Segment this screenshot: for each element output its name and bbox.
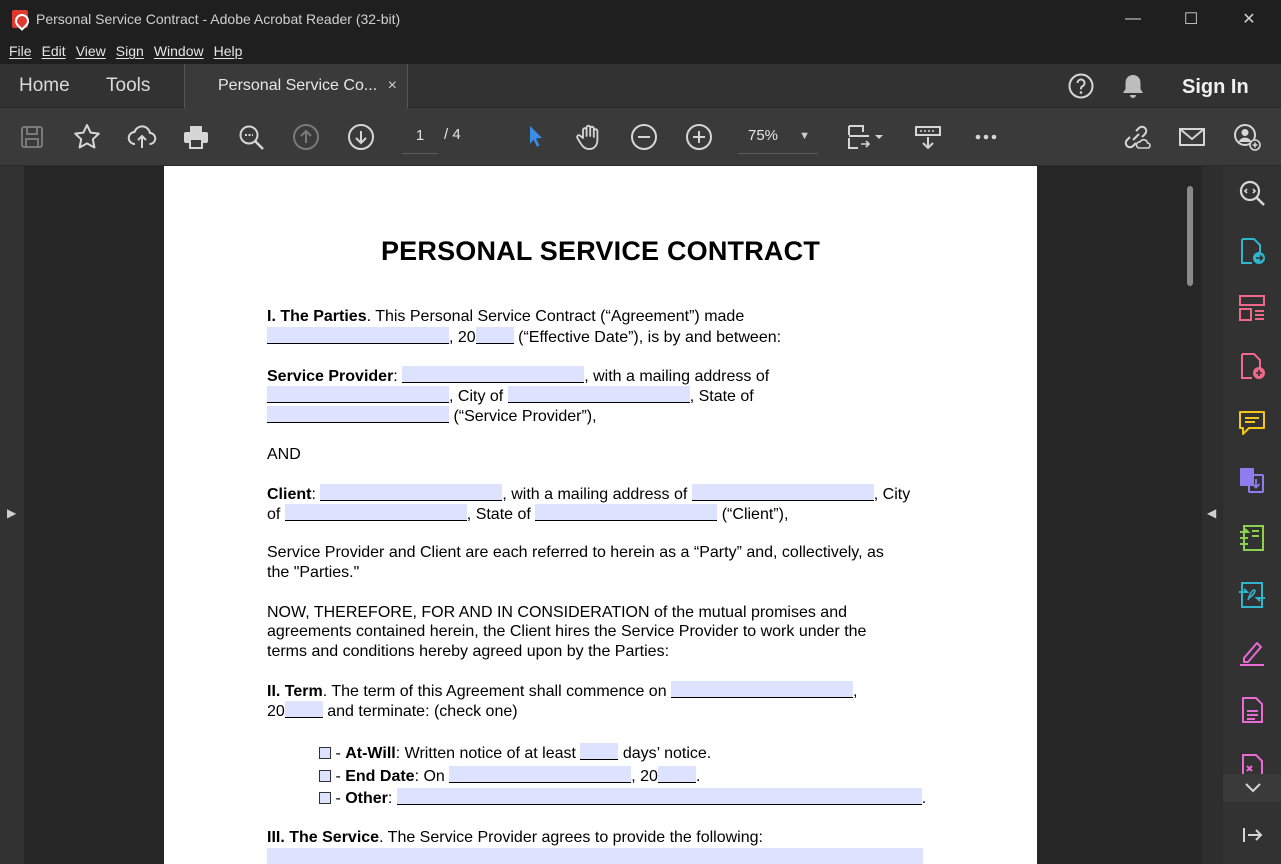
end-date-text: : On <box>414 768 450 785</box>
tab-tools[interactable]: Tools <box>106 75 151 96</box>
acrobat-app-icon <box>12 10 28 28</box>
tab-document[interactable] <box>184 64 408 108</box>
left-panel-collapsed <box>0 166 24 864</box>
service-line-2 <box>267 848 923 864</box>
close-window-button[interactable]: ✕ <box>1242 11 1256 28</box>
menu-window[interactable]: Window <box>153 43 204 59</box>
term-text: . The term of this Agreement shall commence on <box>322 683 672 700</box>
parties-line-1 <box>267 307 744 327</box>
consideration-line-3: terms and conditions hereby agreed upon by the Parties: <box>267 643 670 660</box>
edit-pdf-icon[interactable] <box>1237 695 1267 725</box>
parties-heading: I. The Parties <box>267 308 367 325</box>
upload-cloud-icon[interactable] <box>125 120 159 154</box>
consideration-line-2: agreements contained herein, the Client hires the Service Provider to work under the <box>267 623 867 640</box>
print-icon[interactable] <box>179 120 213 154</box>
client-text: (“Client”), <box>717 506 789 523</box>
collapse-tools-pane-icon[interactable] <box>1237 820 1267 850</box>
term-text: and terminate: (check one) <box>322 703 518 720</box>
service-provider-text: , with a mailing address of <box>584 368 770 385</box>
service-provider-label: Service Provider <box>267 368 394 385</box>
client-text: , City <box>873 486 911 503</box>
notifications-bell-icon[interactable] <box>1116 64 1150 108</box>
fill-sign-icon[interactable] <box>1237 637 1267 667</box>
menu-help[interactable]: Help <box>213 43 243 59</box>
service-heading: III. The Service <box>267 829 380 846</box>
parties-text: , 20 <box>449 329 476 346</box>
parties-reference-line-1: Service Provider and Client are each referred to herein as a “Party” and, collectively, as <box>267 544 884 561</box>
title-bar <box>0 0 1281 38</box>
comment-icon[interactable] <box>1237 408 1267 438</box>
at-will-text: : Written notice of at least <box>395 745 581 762</box>
email-icon[interactable] <box>1175 120 1209 154</box>
tab-home[interactable]: Home <box>19 75 70 96</box>
export-pdf-icon[interactable] <box>1237 236 1267 266</box>
other-text: . <box>921 790 927 807</box>
client-text: , State of <box>466 506 536 523</box>
service-line-1 <box>267 828 763 848</box>
parties-text: . This Personal Service Contract (“Agreement”) made <box>366 308 745 325</box>
client-city-field[interactable] <box>285 504 467 521</box>
client-address-field[interactable] <box>692 484 874 501</box>
term-start-date-field[interactable] <box>671 681 853 698</box>
pdf-page <box>164 166 1037 864</box>
page-fit-dropdown-icon[interactable] <box>870 120 888 154</box>
service-provider-state-field[interactable] <box>267 406 449 423</box>
page-total-label: / 4 <box>444 126 461 143</box>
client-state-field[interactable] <box>535 504 717 521</box>
end-date-field[interactable] <box>449 766 631 783</box>
scrollbar-thumb[interactable] <box>1187 186 1193 286</box>
menu-bar <box>0 38 1281 64</box>
client-line-2 <box>267 504 788 525</box>
vertical-scrollbar[interactable] <box>1180 166 1202 864</box>
compress-icon[interactable] <box>1237 523 1267 553</box>
term-start-year-field[interactable] <box>285 701 323 718</box>
sign-in-button[interactable]: Sign In <box>1182 76 1249 98</box>
service-provider-line-3 <box>267 406 597 427</box>
agreement-year-field[interactable] <box>476 327 514 344</box>
service-provider-text: , State of <box>689 388 754 405</box>
main-toolbar <box>0 108 1281 166</box>
end-date-label: End Date <box>345 768 415 785</box>
tab-bar <box>0 64 1281 108</box>
share-link-icon[interactable] <box>1119 120 1153 154</box>
client-name-field[interactable] <box>320 484 502 501</box>
parties-reference-line-2: the "Parties." <box>267 564 360 581</box>
other-checkbox[interactable] <box>319 792 331 804</box>
option-end-date <box>319 766 700 787</box>
zoom-out-icon[interactable] <box>627 120 661 154</box>
service-provider-text: , City of <box>449 388 508 405</box>
other-text: : <box>387 790 397 807</box>
save-icon[interactable] <box>15 120 49 154</box>
hand-icon[interactable] <box>572 120 606 154</box>
option-dash: - <box>331 768 346 785</box>
page-number-input[interactable]: 1 <box>402 118 438 154</box>
term-heading: II. Term <box>267 683 323 700</box>
service-provider-text: (“Service Provider”), <box>449 408 597 425</box>
service-provider-name-field[interactable] <box>402 366 584 383</box>
service-provider-city-field[interactable] <box>508 386 690 403</box>
service-provider-line-1: Service Provider: , with a mailing address of <box>267 368 770 385</box>
option-at-will <box>319 743 711 764</box>
and-text: AND <box>267 446 301 463</box>
notice-days-field[interactable] <box>580 743 618 760</box>
at-will-checkbox[interactable] <box>319 747 331 759</box>
create-pdf-icon[interactable] <box>1237 351 1267 381</box>
option-other <box>319 788 926 809</box>
more-tools-icon[interactable] <box>1237 752 1267 774</box>
zoom-value: 75% <box>748 127 779 144</box>
consideration-line-1: NOW, THEREFORE, FOR AND IN CONSIDERATION of the mutual promises and <box>267 604 847 621</box>
service-provider-address-field[interactable] <box>267 386 449 403</box>
end-date-checkbox[interactable] <box>319 770 331 782</box>
chevron-down-icon: ▼ <box>799 130 810 142</box>
scroll-tools-down-icon[interactable] <box>1223 774 1281 802</box>
minimize-button[interactable]: — <box>1125 10 1141 27</box>
service-description-field[interactable] <box>267 848 923 864</box>
zoom-in-icon[interactable] <box>682 120 716 154</box>
page-down-icon[interactable] <box>344 120 378 154</box>
end-date-text: , 20 <box>631 768 658 785</box>
option-dash: - <box>331 745 346 762</box>
zoom-select[interactable] <box>738 118 818 154</box>
other-term-field[interactable] <box>397 788 922 805</box>
search-zoom-icon[interactable] <box>1237 178 1267 208</box>
client-line-1: Client: , with a mailing address of , City <box>267 486 911 503</box>
term-line-1 <box>267 681 857 702</box>
expand-left-panel-icon[interactable]: ▶ <box>7 506 17 520</box>
term-line-2 <box>267 701 518 722</box>
at-will-text: days’ notice. <box>618 745 712 762</box>
collapse-right-panel-icon[interactable]: ◀ <box>1207 506 1217 520</box>
client-text: of <box>267 506 285 523</box>
parties-text: (“Effective Date”), is by and between: <box>513 329 782 346</box>
menu-view[interactable]: View <box>75 43 106 59</box>
service-provider-line-2 <box>267 386 754 407</box>
select-cursor-icon[interactable] <box>518 120 552 154</box>
menu-edit[interactable]: Edit <box>41 43 66 59</box>
end-date-text: . <box>695 768 701 785</box>
add-user-icon[interactable] <box>1230 120 1264 154</box>
other-label: Other <box>345 790 388 807</box>
help-icon[interactable] <box>1064 64 1098 108</box>
term-text: , <box>853 683 858 700</box>
at-will-label: At-Will <box>345 745 396 762</box>
document-title: PERSONAL SERVICE CONTRACT <box>380 236 821 266</box>
read-mode-icon[interactable] <box>911 120 945 154</box>
more-icon[interactable] <box>969 120 1003 154</box>
option-dash: - <box>331 790 346 807</box>
close-tab-icon[interactable]: × <box>387 77 397 94</box>
end-year-field[interactable] <box>658 766 696 783</box>
client-text: , with a mailing address of <box>502 486 692 503</box>
document-canvas[interactable] <box>24 166 1180 864</box>
right-tools-pane <box>1222 166 1281 864</box>
organize-pages-icon[interactable] <box>1237 293 1267 323</box>
menu-sign[interactable]: Sign <box>115 43 144 59</box>
client-label: Client <box>267 486 312 503</box>
tab-document-label: Personal Service Co... <box>218 77 378 94</box>
bookmark-star-icon[interactable] <box>70 120 104 154</box>
zoom-search-icon[interactable] <box>234 120 268 154</box>
page-up-icon[interactable] <box>289 120 323 154</box>
service-text: . The Service Provider agrees to provide the following: <box>379 829 763 846</box>
agreement-date-field[interactable] <box>267 327 449 344</box>
right-panel-toggle-strip <box>1202 166 1222 864</box>
menu-file[interactable]: File <box>9 43 32 59</box>
convert-icon[interactable] <box>1237 580 1267 610</box>
maximize-button[interactable]: ☐ <box>1183 11 1199 28</box>
window-title: Personal Service Contract - Adobe Acrobat Reader (32-bit) <box>36 11 401 27</box>
combine-files-icon[interactable] <box>1237 465 1267 495</box>
term-text: 20 <box>267 703 285 720</box>
parties-line-2 <box>267 327 781 348</box>
